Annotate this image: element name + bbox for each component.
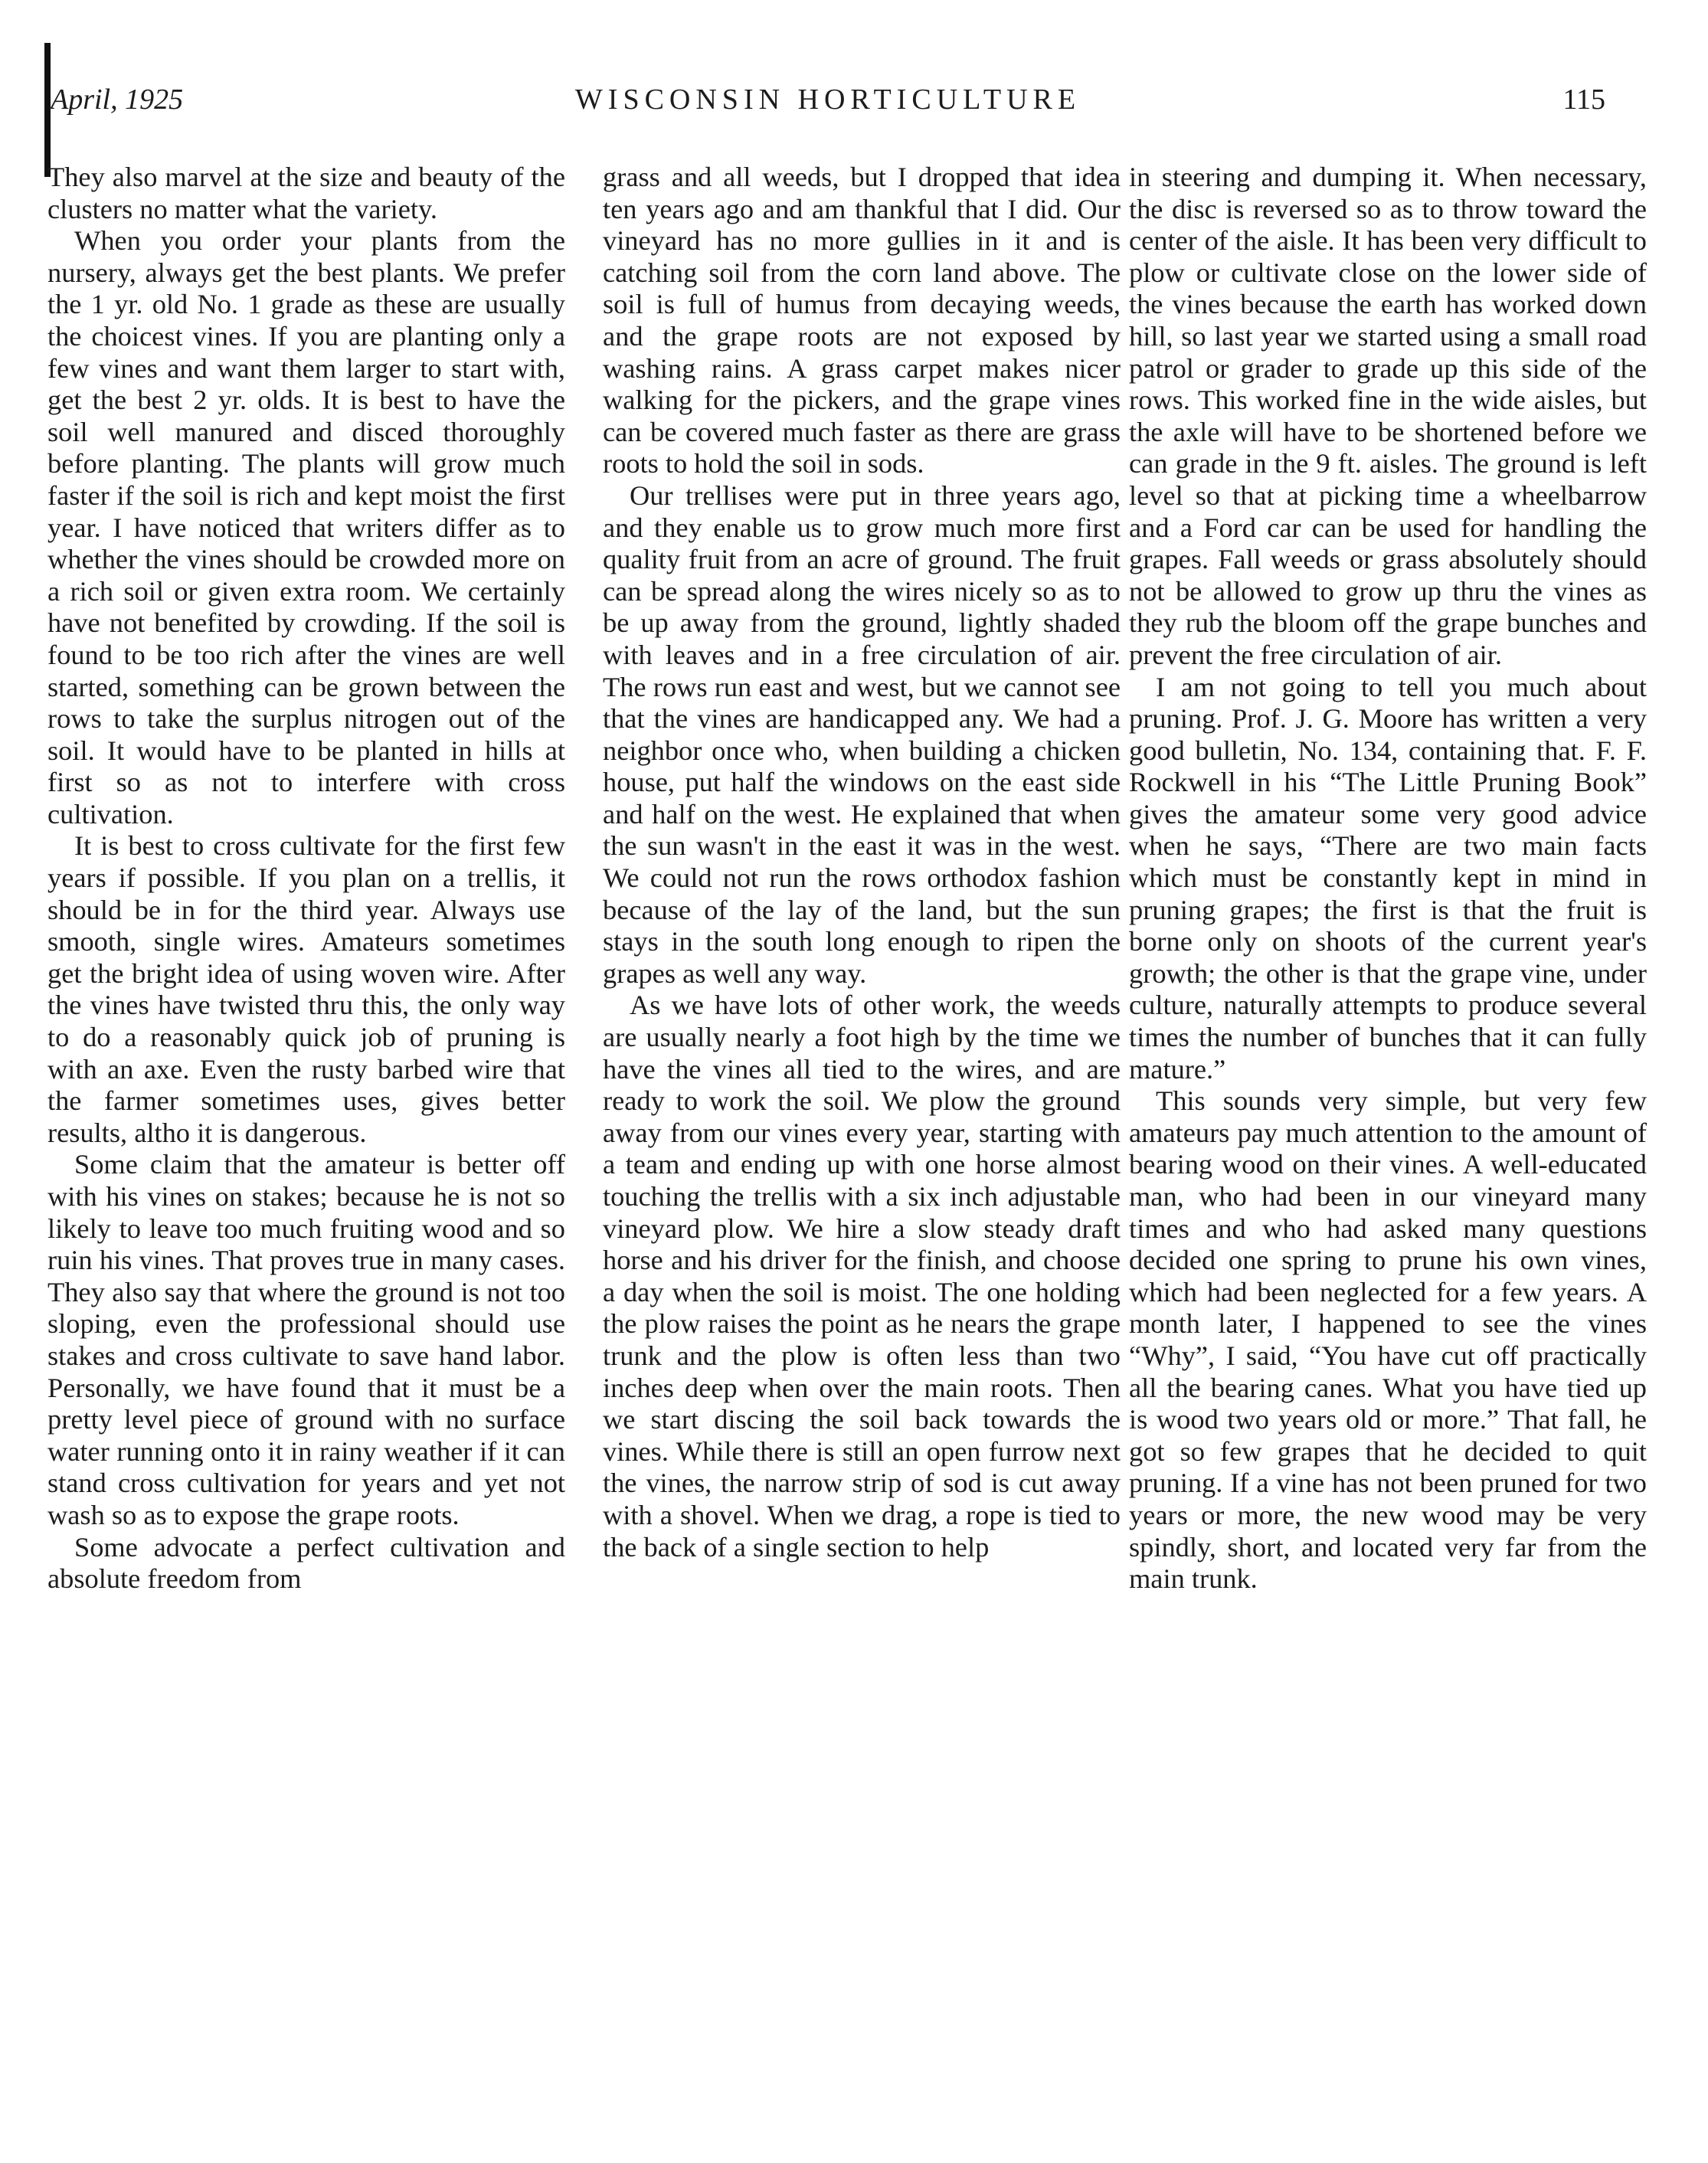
- paragraph: As we have lots of other work, the weeds are usually nearly a foot high by the time we have the vines all tied to the wires, and are ready to work the soil. We plow the ground away from our vines every year, starting with a team and ending up with one horse almost touching the trellis with a six inch adjustable vineyard plow. We hire a slow steady draft horse and his driver for the finish, and choose a day when the soil is moist. The one holding the plow raises the point as he nears the grape trunk and the plow is often less than two inches deep when over the main roots. Then we start discing the soil back towards the vines. While there is still an open furrow next the vines, the narrow strip of sod is cut away with a shovel. When we drag, a rope is tied to the back of a single section to help: [603, 990, 1121, 1563]
- margin-rule: [44, 43, 51, 177]
- column-1: [47, 162, 565, 1595]
- page-number: 115: [1562, 83, 1605, 116]
- paragraph: When you order your plants from the nursery, always get the best plants. We prefer the 1 yr. old No. 1 grade as these are usually the choicest vines. If you are planting only a few vines and want them larger to start with, get the best 2 yr. olds. It is best to have the soil well manured and disced thoroughly before planting. The plants will grow much faster if the soil is rich and kept moist the first year. I have noticed that writers differ as to whether the vines should be crowded more on a rich soil or given extra room. We certainly have not benefited by crowding. If the soil is found to be too rich after the vines are well started, something can be grown between the rows to take the surplus nitrogen out of the soil. It would have to be planted in hills at first so as not to interfere with cross cultivation.: [47, 225, 565, 830]
- paragraph: It is best to cross cultivate for the first few years if possible. If you plan on a trellis, it should be in for the third year. Always use smooth, single wires. Amateurs sometimes get the bright idea of using woven wire. After the vines have twisted thru this, the only way to do a reasonably quick job of pruning is with an axe. Even the rusty barbed wire that the farmer sometimes uses, gives better results, altho it is dangerous.: [47, 830, 565, 1148]
- paragraph: Some advocate a perfect cultivation and absolute freedom from: [47, 1531, 565, 1595]
- paragraph: This sounds very simple, but very few amateurs pay much attention to the amount of bearing wood on their vines. A well-educated man, who had been in our vineyard many times and who had asked many questions decided one spring to prune his own vines, which had been neglected for a few years. A month later, I happened to see the vines “Why”, I said, “You have cut off practically all the bearing canes. What you have tied up is wood two years old or more.” That fall, he got so few grapes that he decided to quit pruning. If a vine has not been pruned for two years or more, the new wood may be very spindly, short, and located very far from the main trunk.: [1129, 1085, 1647, 1595]
- paragraph: They also marvel at the size and beauty of the clusters no matter what the variety.: [47, 162, 565, 224]
- journal-title: WISCONSIN HORTICULTURE: [574, 83, 1081, 116]
- column-2: [603, 162, 1121, 1563]
- paragraph: in steering and dumping it. When necessary, the disc is reversed so as to throw toward the center of the aisle. It has been very difficult to plow or cultivate close on the lower side of the vines because the earth has worked down hill, so last year we started using a small road patrol or grader to grade up this side of the rows. This worked fine in the wide aisles, but the axle will have to be shortened before we can grade in the 9 ft. aisles. The ground is left level so that at picking time a wheelbarrow and a Ford car can be used for handling the grapes. Fall weeds or grass absolutely should not be allowed to grow up thru the vines as they rub the bloom off the grape bunches and prevent the free circulation of air.: [1129, 162, 1647, 670]
- column-3: [1129, 162, 1647, 1595]
- running-header: [51, 83, 1605, 129]
- paragraph: I am not going to tell you much about pruning. Prof. J. G. Moore has written a very good bulletin, No. 134, containing that. F. F. Rockwell in his “The Little Pruning Book” gives the amateur some very good advice when he says, “There are two main facts which must be constantly kept in mind in pruning grapes; the first is that the fruit is borne only on shoots of the current year's growth; the other is that the grape vine, under culture, naturally attempts to produce several times the number of bunches that it can fully mature.”: [1129, 671, 1647, 1085]
- paragraph: Some claim that the amateur is better off with his vines on stakes; because he is not so likely to leave too much fruiting wood and so ruin his vines. That proves true in many cases. They also say that where the ground is not too sloping, even the professional should use stakes and cross cultivate to save hand labor. Personally, we have found that it must be a pretty level piece of ground with no surface water running onto it in rainy weather if it can stand cross cultivation for years and yet not wash so as to expose the grape roots.: [47, 1149, 565, 1530]
- issue-date: April, 1925: [51, 83, 184, 116]
- paragraph: Our trellises were put in three years ago, and they enable us to grow much more first quality fruit from an acre of ground. The fruit can be spread along the wires nicely so as to be up away from the ground, lightly shaded with leaves and in a free circulation of air. The rows run east and west, but we cannot see that the vines are handicapped any. We had a neighbor once who, when building a chicken house, put half the windows on the east side and half on the west. He explained that when the sun wasn't in the east it was in the west. We could not run the rows orthodox fashion because of the lay of the land, but the sun stays in the south long enough to ripen the grapes as well any way.: [603, 479, 1121, 989]
- paragraph: grass and all weeds, but I dropped that idea ten years ago and am thankful that I did. Our vineyard has no more gullies in it and is catching soil from the corn land above. The soil is full of humus from decaying weeds, and the grape roots are not exposed by washing rains. A grass carpet makes nicer walking for the pickers, and the grape vines can be covered much faster as there are grass roots to hold the soil in sods.: [603, 162, 1121, 479]
